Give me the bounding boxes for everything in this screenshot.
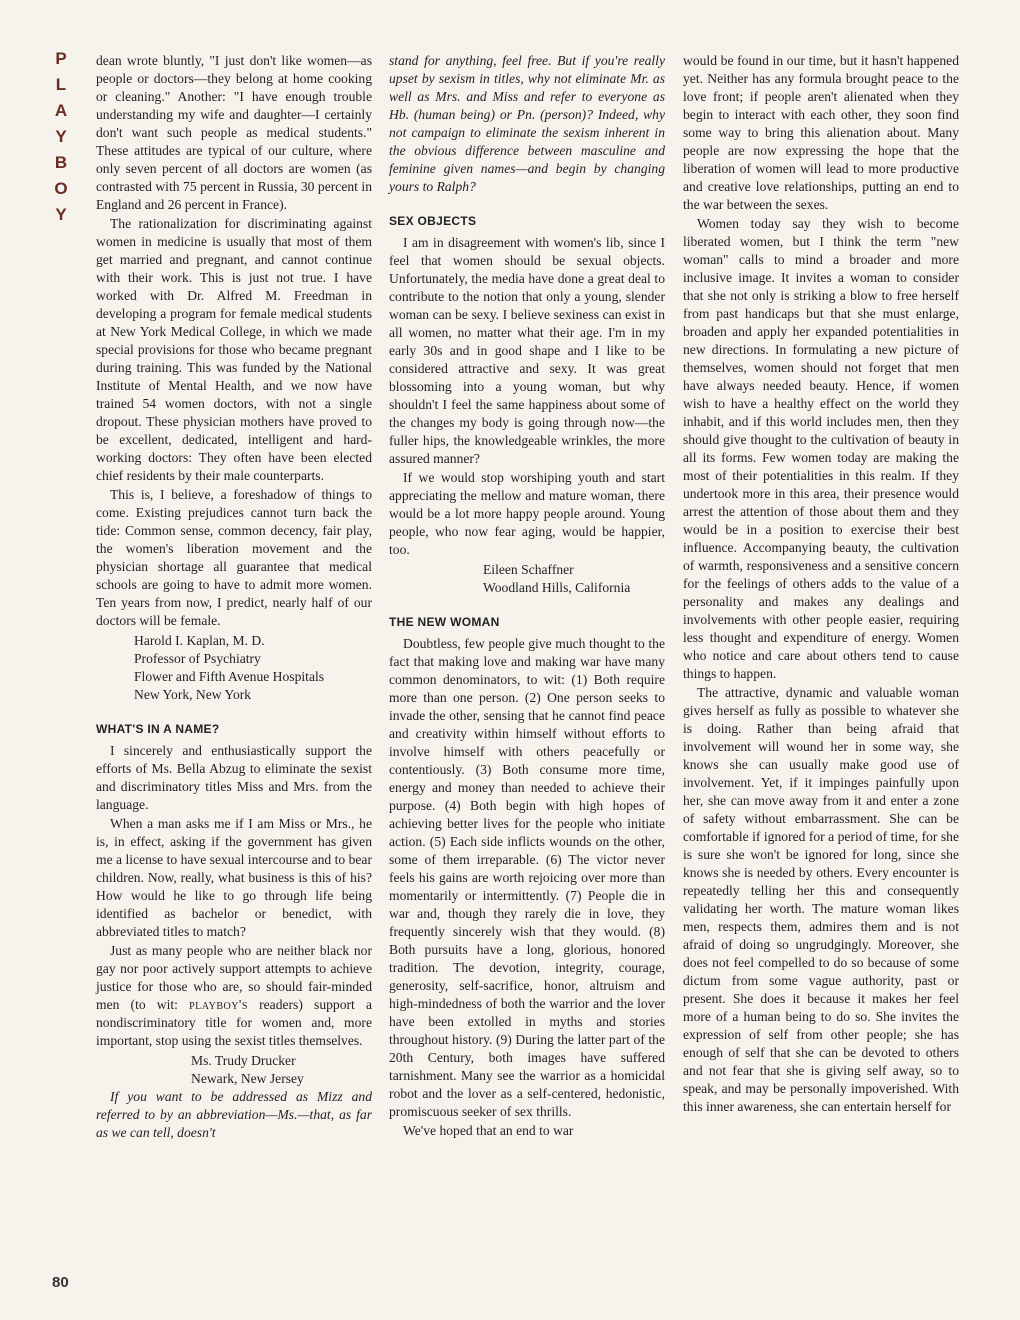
masthead-letter: P <box>55 49 67 68</box>
page-number: 80 <box>52 1274 69 1291</box>
letter-paragraph: This is, I believe, a foreshadow of things to come. Existing prejudices cannot turn back the tide: Common sense, common decency, fair play, the women's liberation movement and the physician shortage all guarantee that medical schools are going to have to admit more women. Ten years from now, I predict, nearly half of our doctors will be female. <box>96 487 372 628</box>
masthead-letter: O <box>54 179 68 198</box>
letter-paragraph: Doubtless, few people give much thought to the fact that making love and making war have many common denominators, to wit: (1) Both require more than one person. (2) One person seeks to invade the other, sensing that he cannot find peace and creativity within himself without efforts to involve himself with others peacefully or contentiously. (3) Both consume more time, energy and money than needed to achieve their purpose. (4) Both begin with high hopes of achieving better lives for the people who initiate action. (5) Each side inflicts wounds on the other, some of them irreparable. (6) The victor never feels his gains are worth rejoicing over more than momentarily or intermittently. (7) People die in war and, though they rarely die in love, they frequently sincerely wish that they would. (8) Both pursuits have a long, glorious, honored tradition. The devotion, integrity, courage, generosity, self-sacrifice, honor, altruism and high-mindedness of both the warrior and the lover have been extolled in myths and stories throughout history. (9) During the latter part of the 20th Century, both images have suffered tarnishment. Many see the warrior as a homicidal robot and the lover as a self-centered, hedonistic, promiscuous seeker of sex thrills. <box>389 636 665 1119</box>
section-heading: WHAT'S IN A NAME? <box>96 722 220 736</box>
column-2 <box>389 52 665 1141</box>
letter-paragraph: When a man asks me if I am Miss or Mrs., he is, in effect, asking if the government has given me a license to have sexual intercourse and to bear children. Now, really, what business is this of his? How would he like to go through life being identified as bachelor or benedict, with abbreviated titles to match? <box>96 816 372 939</box>
magazine-masthead-vertical <box>50 46 72 228</box>
signature-title: Professor of Psychiatry <box>134 651 261 666</box>
masthead-letter: A <box>54 101 68 120</box>
column-1 <box>96 52 372 1143</box>
signature-name: Eileen Schaffner <box>483 562 574 577</box>
section-heading: SEX OBJECTS <box>389 214 477 228</box>
letter-paragraph: If we would stop worshiping youth and start appreciating the mellow and mature woman, there would be a lot more happy people around. Young people, who now fear aging, would be happier, too. <box>389 470 665 557</box>
signature-name: Ms. Trudy Drucker <box>191 1053 296 1068</box>
masthead-letter: Y <box>55 205 67 224</box>
section-heading: THE NEW WOMAN <box>389 615 500 629</box>
letter-paragraph: I am in disagreement with women's lib, since I feel that women should be sexual objects. Unfortunately, the media have done a great deal to contribute to the notion that only a young, slender woman can be sexy. I believe sexiness can exist in all women, no matter what their age. I'm in my early 30s and in good shape and I like to be considered attractive and sexy. It was great blossoming into a young woman, but why shouldn't I feel the same happiness about some of the changes my body is going through now—the fuller hips, the knowledgeable wrinkles, the more assured manner? <box>389 235 665 466</box>
signature-name: Harold I. Kaplan, M. D. <box>134 633 265 648</box>
masthead-letter: L <box>55 75 67 94</box>
letter-paragraph: would be found in our time, but it hasn't happened yet. Neither has any formula brought peace to the love front; if people aren't alienated when they begin to interact with each other, they soon find some way to bring this alienation about. Many people are now expressing the hope that the liberation of women will lead to more productive and creative love relationships, putting an end to the war between the sexes. <box>683 53 959 212</box>
letter-paragraph: The rationalization for discriminating against women in medicine is usually that most of them get married and pregnant, and cannot continue with their work. This is just not true. I have worked with Dr. Alfred M. Freedman in developing a program for female medical students at New York Medical College, in which we made special provisions for those who became pregnant during training. This was funded by the National Institute of Mental Health, and we now have trained 54 women doctors, with not a single dropout. These physician mothers have proved to be excellent, dedicated, intelligent and hard-working doctors: They often have been elected chief residents by their male counterparts. <box>96 216 372 483</box>
masthead-letter: B <box>54 153 68 172</box>
letter-signature <box>96 1052 372 1088</box>
letter-paragraph: I sincerely and enthusiastically support the efforts of Ms. Bella Abzug to eliminate the sexist and discriminatory titles Miss and Mrs. from the language. <box>96 743 372 812</box>
letter-paragraph: Women today say they wish to become liberated women, but I think the term "new woman" calls to mind a broader and more inclusive image. It invites a woman to consider that she not only is striking a blow to free herself from past handicaps but that she must enlarge, broaden and apply her expanded potentialities in new directions. In formulating a new picture of themselves, women should not forget that men have always needed beauty. Hence, if women wish to have a healthy effect on the world they inhabit, and if this world includes men, then they should give thought to the cultivation of beauty in all its forms. Few women today are making the most of their potentialities in this realm. If they undertook more in this area, their presence would arrest the attention of those about them and they would be in a position to exercise their best influence. Accompanying beauty, the cultivation of warmth, responsiveness and a sensitive concern for the feelings of others adds to the value of a personality and makes any dealings and involvements with other people easier, requiring less thought and expenditure of energy. Women who notice and care about others tend to cause things to happen. <box>683 216 959 681</box>
editor-reply: If you want to be addressed as Mizz and referred to by an abbreviation—Ms.—that, as far as we can tell, doesn't <box>96 1089 372 1140</box>
signature-affiliation: Flower and Fifth Avenue Hospitals <box>134 669 325 684</box>
masthead-letter: Y <box>55 127 67 146</box>
letter-paragraph: The attractive, dynamic and valuable woman gives herself as fully as possible to whatever she is doing. Rather than being afraid that involvement will wound her in some way, she knows she can usually make good use of involvement. Yet, if it impinges painfully upon her, she can move away from it and enter a zone of safety without embarrassment. She can be comfortable if ignored for a period of time, for she is sure she won't be ignored for long, since she knows she is needed by others. Every encounter is repeatedly telling her this and consequently validating her worth. The mature woman likes men, respects them, admires them and is not afraid of doing so ungrudgingly. Moreover, she does not feel compelled to do so because of some dictum from some vague authority, past or present. She does it because it makes her feel more of a human being to do so. She invites the expression of self from other people; she has enough of self that she can be devoted to others and not fear that she is giving self away, so to speak, and may be personally impoverished. With this inner awareness, she can entertain herself for <box>683 685 959 1114</box>
letter-signature <box>389 561 665 597</box>
letter-paragraph: dean wrote bluntly, "I just don't like women—as people or doctors—they belong at home cooking or cleaning." Another: "I have enough trouble understanding my wife and daughter—I certainly don't want such people as medical students." These attitudes are typical of our culture, where only seven percent of all doctors are women (as contrasted with 75 percent in Russia, 30 percent in England and 26 percent in France). <box>96 53 372 212</box>
magazine-name: playboy's <box>189 997 248 1012</box>
letter-paragraph: We've hoped that an end to war <box>403 1123 574 1138</box>
letter-paragraph <box>96 942 372 1050</box>
signature-location: New York, New York <box>134 687 252 702</box>
column-3 <box>683 52 959 1117</box>
letter-signature <box>96 632 372 704</box>
text-run: readers) support a nondiscriminatory title for women and, more important, stop using the sexist titles themselves. <box>96 997 372 1048</box>
editor-reply: stand for anything, feel free. But if you're really upset by sexism in titles, why not eliminate Mr. as well as Mrs. and Miss and refer to everyone as Hb. (human being) or Pn. (person)? Indeed, why not campaign to eliminate the sexism inherent in the obvious difference between masculine and feminine given names—and begin by changing yours to Ralph? <box>389 53 665 194</box>
text-run: Just as many people who are neither black nor gay nor poor actively support attempts to achieve justice for those who are, so should fair-minded men (to wit: <box>96 943 372 1012</box>
signature-location: Newark, New Jersey <box>191 1071 304 1086</box>
signature-location: Woodland Hills, California <box>483 580 631 595</box>
